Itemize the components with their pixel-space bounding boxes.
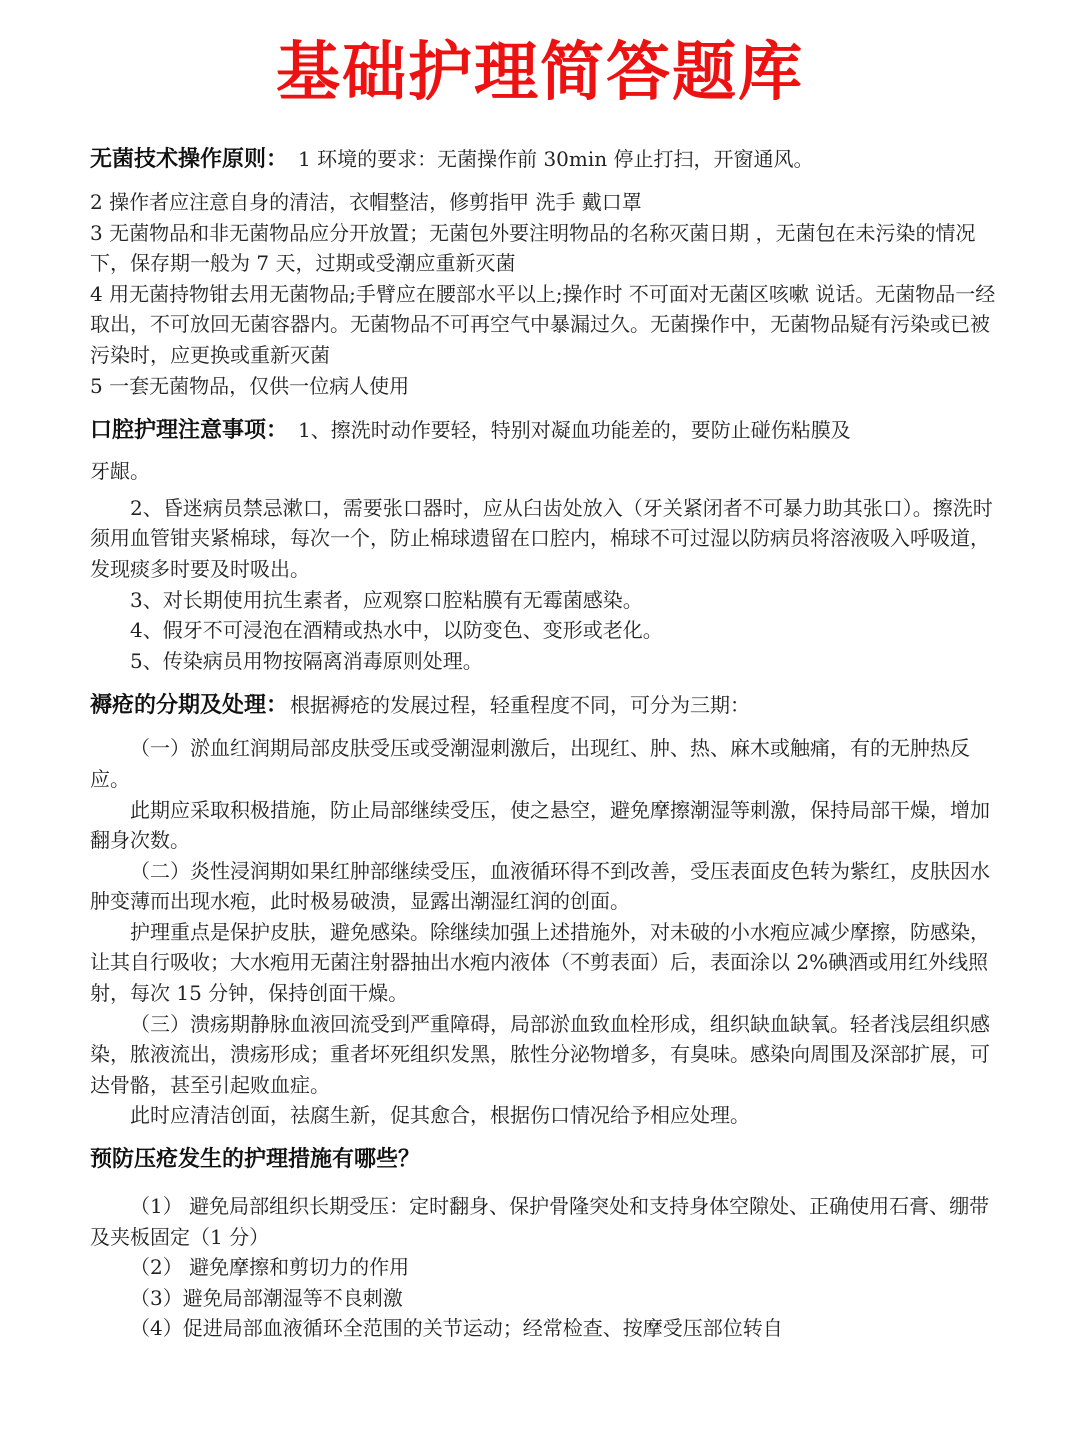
- section-heading-line: [90, 688, 1000, 723]
- paragraph: 4、假牙不可浸泡在酒精或热水中，以防变色、变形或老化。: [130, 618, 663, 643]
- paragraph: （3）避免局部潮湿等不良刺激: [130, 1285, 403, 1310]
- section-oral-care: [90, 413, 1000, 676]
- section-inline-text: 1 环境的要求：无菌操作前 30min 停止打扫，开窗通风。: [298, 147, 814, 171]
- paragraph: 此时应清洁创面，祛腐生新，促其愈合，根据伤口情况给予相应处理。: [130, 1103, 750, 1128]
- section-heading: 口腔护理注意事项：: [90, 418, 289, 444]
- paragraph: 2 操作者应注意自身的清洁，衣帽整洁，修剪指甲 洗手 戴口罩: [90, 190, 642, 214]
- paragraph: 此期应采取积极措施，防止局部继续受压，使之悬空，避免摩擦潮湿等刺激，保持局部干燥，增加翻身次数。: [90, 797, 990, 853]
- paragraph: 5、传染病员用物按隔离消毒原则处理。: [130, 648, 483, 673]
- section-aseptic-principles: [90, 142, 1000, 401]
- paragraph: （2） 避免摩擦和剪切力的作用: [130, 1255, 410, 1280]
- section-heading: 预防压疮发生的护理措施有哪些？: [90, 1147, 421, 1173]
- paragraph: （二）炎性浸润期如果红肿部继续受压，血液循环得不到改善，受压表面皮色转为紫红，皮肤因水肿变薄而出现水疱，此时极易破溃，显露出潮湿红润的创面。: [90, 858, 990, 914]
- paragraph: 5 一套无菌物品，仅供一位病人使用: [90, 373, 410, 398]
- section-heading-line: [90, 413, 1000, 448]
- section-inline-text: 1、擦洗时动作要轻，特别对凝血功能差的，要防止碰伤粘膜及: [298, 418, 851, 443]
- paragraph: （4）促进局部血液循环全范围的关节运动；经常检查、按摩受压部位转自: [130, 1316, 783, 1341]
- paragraph: 3、对长期使用抗生素者，应观察口腔粘膜有无霉菌感染。: [130, 587, 643, 612]
- section-heading-line: [90, 142, 1000, 177]
- section-heading: 无菌技术操作原则：: [90, 147, 289, 172]
- paragraph: （三）溃疡期静脉血液回流受到严重障碍，局部淤血致血栓形成，组织缺血缺氧。轻者浅层组织感染，脓液流出，溃疡形成；重者坏死组织发黑，脓性分泌物增多，有臭味。感染向周围及深部扩展，可达骨骼，甚至引起败血症。: [90, 1011, 990, 1097]
- section-pressure-sore-prevention: [90, 1143, 1000, 1344]
- content-body: [90, 142, 1000, 1344]
- section-heading: 褥疮的分期及处理：: [90, 693, 289, 719]
- paragraph: （1） 避免局部组织长期受压：定时翻身、保护骨隆突处和支持身体空隙处、正确使用石膏、绷带及夹板固定（1 分）: [90, 1194, 990, 1249]
- paragraph: （一）淤血红润期局部皮肤受压或受潮湿刺激后，出现红、肿、热、麻木或触痛，有的无肿热反应。: [90, 736, 970, 791]
- page-title: 基础护理简答题库: [276, 36, 804, 110]
- paragraph: 牙龈。: [90, 459, 150, 484]
- paragraph: 2、昏迷病员禁忌漱口，需要张口器时，应从臼齿处放入（牙关紧闭者不可暴力助其张口）。擦洗时须用血管钳夹紧棉球，每次一个，防止棉球遗留在口腔内，棉球不可过湿以防病员将溶液吸入呼吸道，发现痰多时要及时吸出。: [90, 495, 993, 581]
- paragraph: 护理重点是保护皮肤，避免感染。除继续加强上述措施外，对未破的小水疱应减少摩擦，防感染，让其自行吸收；大水疱用无菌注射器抽出水疱内液体（不剪表面）后，表面涂以 2%碘酒或用红外线照射，每次 15 分钟，保持创面干燥。: [90, 919, 990, 1006]
- section-pressure-sore-stages: [90, 688, 1000, 1131]
- paragraph: 3 无菌物品和非无菌物品应分开放置；无菌包外要注明物品的名称灭菌日期 ，无菌包在未污染的情况下，保存期一般为 7 天，过期或受潮应重新灭菌: [90, 220, 976, 276]
- section-inline-text: 根据褥疮的发展过程，轻重程度不同，可分为三期：: [290, 693, 751, 718]
- paragraph: 4 用无菌持物钳去用无菌物品;手臂应在腰部水平以上;操作时 不可面对无菌区咳嗽 说话。无菌物品一经取出，不可放回无菌容器内。无菌物品不可再空气中暴漏过久。无菌操作中，无菌物品疑有污染或已被污染时，应更换或重新灭菌: [90, 281, 996, 367]
